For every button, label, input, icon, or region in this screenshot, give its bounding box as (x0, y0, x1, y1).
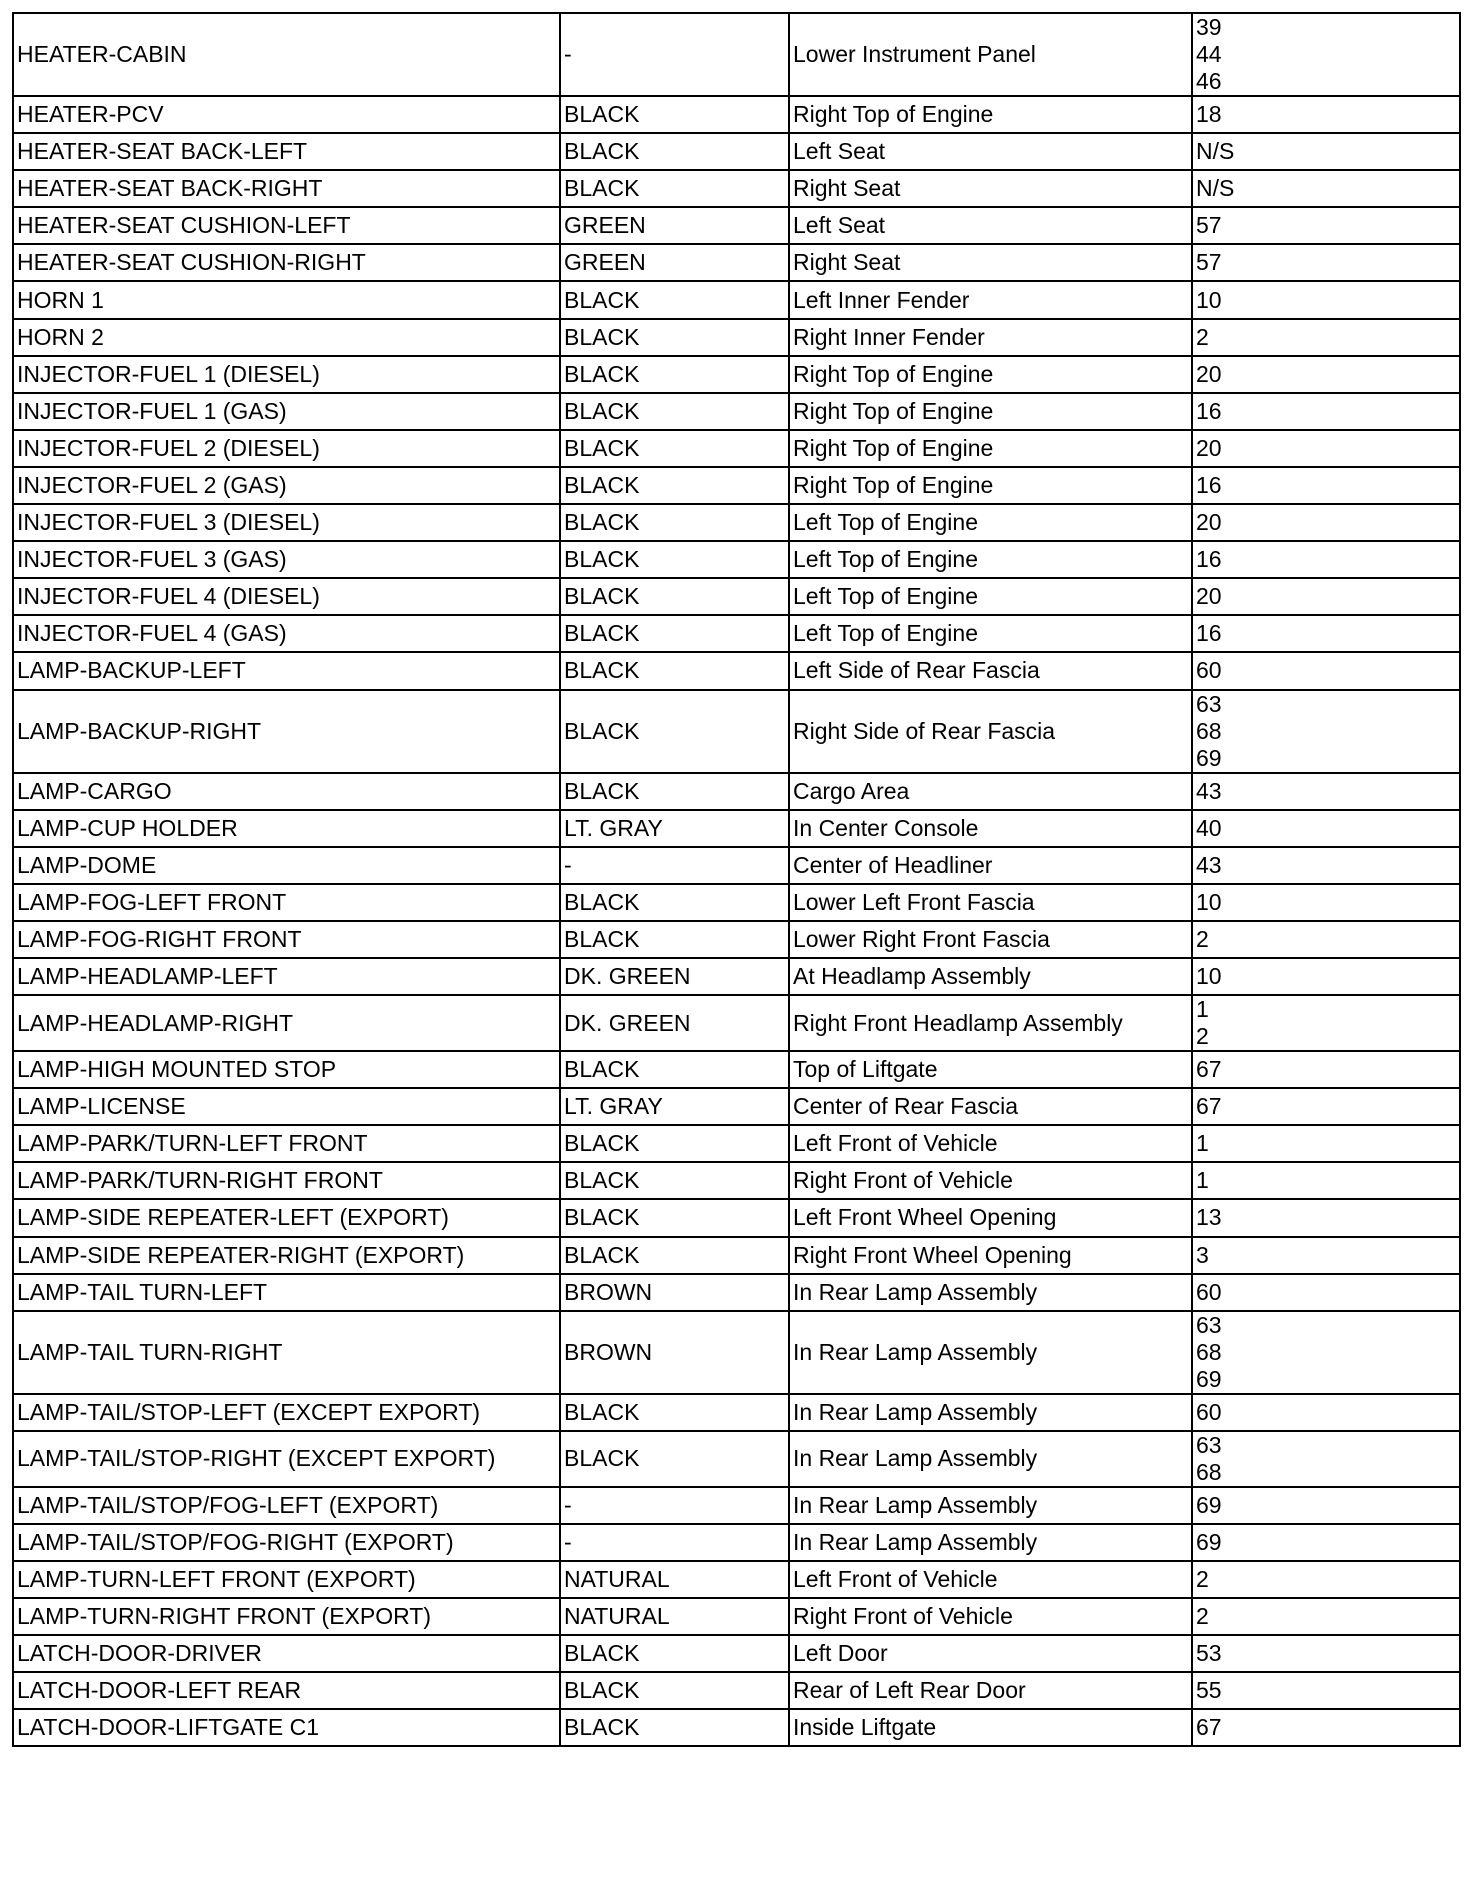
location-cell: Right Front of Vehicle (789, 1598, 1192, 1635)
connector-color-cell: BLACK (560, 652, 789, 689)
component-cell: LAMP-FOG-LEFT FRONT (13, 884, 560, 921)
figure-number-cell (1192, 281, 1460, 318)
component-cell: LAMP-FOG-RIGHT FRONT (13, 921, 560, 958)
connector-color-cell: BLACK (560, 1199, 789, 1236)
figure-number-cell (1192, 467, 1460, 504)
figure-number: 40 (1196, 814, 1222, 841)
component-cell: INJECTOR-FUEL 2 (GAS) (13, 467, 560, 504)
connector-color-cell: BLACK (560, 1709, 789, 1746)
component-cell: LAMP-TURN-RIGHT FRONT (EXPORT) (13, 1598, 560, 1635)
component-cell: LAMP-SIDE REPEATER-LEFT (EXPORT) (13, 1199, 560, 1236)
location-cell: Left Front of Vehicle (789, 1561, 1192, 1598)
connector-color-cell: BLACK (560, 133, 789, 170)
figure-number-cell (1192, 541, 1460, 578)
table-row (13, 244, 1460, 281)
figure-number-cell (1192, 690, 1460, 773)
location-cell: Right Side of Rear Fascia (789, 690, 1192, 773)
location-cell: Lower Right Front Fascia (789, 921, 1192, 958)
component-cell: INJECTOR-FUEL 4 (DIESEL) (13, 578, 560, 615)
figure-number: 60 (1196, 1398, 1222, 1425)
connector-color-cell: GREEN (560, 244, 789, 281)
figure-number: 20 (1196, 583, 1222, 610)
figure-number-cell (1192, 393, 1460, 430)
figure-number-cell (1192, 356, 1460, 393)
table-row (13, 281, 1460, 318)
location-cell: Cargo Area (789, 773, 1192, 810)
table-row (13, 504, 1460, 541)
table-row (13, 13, 1460, 96)
component-cell: LAMP-CARGO (13, 773, 560, 810)
location-cell: Inside Liftgate (789, 1709, 1192, 1746)
table-row (13, 1561, 1460, 1598)
figure-number-cell (1192, 1431, 1460, 1487)
component-cell: LAMP-TAIL TURN-RIGHT (13, 1311, 560, 1394)
table-row (13, 690, 1460, 773)
figure-number-cell (1192, 1487, 1460, 1524)
component-cell: LATCH-DOOR-LIFTGATE C1 (13, 1709, 560, 1746)
location-cell: Right Top of Engine (789, 467, 1192, 504)
figure-number: 63 (1196, 690, 1222, 717)
component-cell: LAMP-CUP HOLDER (13, 810, 560, 847)
connector-color-cell: DK. GREEN (560, 958, 789, 995)
figure-number-cell (1192, 773, 1460, 810)
location-cell: Left Top of Engine (789, 615, 1192, 652)
figure-number: 2 (1196, 1603, 1209, 1630)
connector-color-cell: BROWN (560, 1311, 789, 1394)
figure-number: 16 (1196, 620, 1222, 647)
figure-number: 10 (1196, 286, 1222, 313)
figure-number-cell (1192, 96, 1460, 133)
location-cell: Left Top of Engine (789, 504, 1192, 541)
component-cell: LAMP-LICENSE (13, 1088, 560, 1125)
location-cell: Left Door (789, 1635, 1192, 1672)
figure-number-cell (1192, 652, 1460, 689)
connector-color-cell: - (560, 847, 789, 884)
figure-number-cell (1192, 244, 1460, 281)
component-cell: LAMP-TAIL/STOP/FOG-LEFT (EXPORT) (13, 1487, 560, 1524)
figure-number-cell (1192, 1274, 1460, 1311)
connector-color-cell: BLACK (560, 690, 789, 773)
component-cell: LAMP-SIDE REPEATER-RIGHT (EXPORT) (13, 1237, 560, 1274)
figure-number: 57 (1196, 249, 1222, 276)
figure-number-cell (1192, 1125, 1460, 1162)
table-row (13, 393, 1460, 430)
figure-number: 63 (1196, 1311, 1222, 1338)
component-cell: INJECTOR-FUEL 2 (DIESEL) (13, 430, 560, 467)
location-cell: Center of Rear Fascia (789, 1088, 1192, 1125)
figure-number: 10 (1196, 963, 1222, 990)
location-cell: Left Inner Fender (789, 281, 1192, 318)
table-row (13, 1274, 1460, 1311)
component-cell: HEATER-CABIN (13, 13, 560, 96)
table-row (13, 921, 1460, 958)
location-cell: In Rear Lamp Assembly (789, 1431, 1192, 1487)
figure-number-cell (1192, 133, 1460, 170)
figure-number: 53 (1196, 1640, 1222, 1667)
figure-number: N/S (1196, 138, 1235, 165)
table-row (13, 773, 1460, 810)
location-cell: Right Top of Engine (789, 393, 1192, 430)
connector-color-cell: BLACK (560, 884, 789, 921)
figure-number-cell (1192, 13, 1460, 96)
location-cell: Left Front of Vehicle (789, 1125, 1192, 1162)
table-row (13, 541, 1460, 578)
location-cell: Right Front Wheel Opening (789, 1237, 1192, 1274)
component-cell: HORN 2 (13, 319, 560, 356)
component-cell: HORN 1 (13, 281, 560, 318)
figure-number-cell (1192, 921, 1460, 958)
figure-number: 69 (1196, 1491, 1222, 1518)
connector-color-cell: DK. GREEN (560, 995, 789, 1051)
location-cell: Right Inner Fender (789, 319, 1192, 356)
location-cell: In Rear Lamp Assembly (789, 1311, 1192, 1394)
connector-color-cell: NATURAL (560, 1598, 789, 1635)
location-cell: In Rear Lamp Assembly (789, 1524, 1192, 1561)
figure-number: 1 (1196, 1130, 1209, 1157)
location-cell: Rear of Left Rear Door (789, 1672, 1192, 1709)
table-row (13, 133, 1460, 170)
connector-color-cell: BLACK (560, 467, 789, 504)
component-cell: LAMP-TAIL/STOP-LEFT (EXCEPT EXPORT) (13, 1394, 560, 1431)
figure-number: 16 (1196, 397, 1222, 424)
component-cell: INJECTOR-FUEL 1 (GAS) (13, 393, 560, 430)
location-cell: In Center Console (789, 810, 1192, 847)
component-cell: LAMP-PARK/TURN-RIGHT FRONT (13, 1162, 560, 1199)
location-cell: Left Side of Rear Fascia (789, 652, 1192, 689)
connector-color-cell: BLACK (560, 1162, 789, 1199)
figure-number: 2 (1196, 925, 1209, 952)
figure-number: 10 (1196, 888, 1222, 915)
figure-number-cell (1192, 1088, 1460, 1125)
connector-color-cell: BLACK (560, 96, 789, 133)
table-row (13, 847, 1460, 884)
figure-number: 68 (1196, 1458, 1222, 1485)
component-cell: HEATER-SEAT BACK-RIGHT (13, 170, 560, 207)
figure-number: 69 (1196, 1528, 1222, 1555)
location-cell: Right Top of Engine (789, 356, 1192, 393)
figure-number: 69 (1196, 1365, 1222, 1392)
component-cell: LAMP-DOME (13, 847, 560, 884)
connector-color-cell: BROWN (560, 1274, 789, 1311)
figure-number: 63 (1196, 1431, 1222, 1458)
table-row (13, 884, 1460, 921)
connector-color-cell: BLACK (560, 773, 789, 810)
table-row (13, 810, 1460, 847)
component-cell: LAMP-HEADLAMP-RIGHT (13, 995, 560, 1051)
connector-color-cell: BLACK (560, 504, 789, 541)
location-cell: In Rear Lamp Assembly (789, 1487, 1192, 1524)
connector-color-cell: BLACK (560, 356, 789, 393)
connector-color-cell: GREEN (560, 207, 789, 244)
figure-number: 69 (1196, 744, 1222, 771)
location-cell: Right Top of Engine (789, 430, 1192, 467)
figure-number-cell (1192, 958, 1460, 995)
table-row (13, 1088, 1460, 1125)
figure-number-cell (1192, 1524, 1460, 1561)
connector-location-table (12, 12, 1461, 1747)
location-cell: Right Front Headlamp Assembly (789, 995, 1192, 1051)
component-cell: LAMP-BACKUP-RIGHT (13, 690, 560, 773)
figure-number: 60 (1196, 657, 1222, 684)
connector-color-cell: BLACK (560, 1672, 789, 1709)
table-row (13, 1051, 1460, 1088)
connector-color-cell: BLACK (560, 1125, 789, 1162)
table-body (13, 13, 1460, 1746)
location-cell: Right Seat (789, 170, 1192, 207)
component-cell: LAMP-TAIL TURN-LEFT (13, 1274, 560, 1311)
figure-number: 18 (1196, 101, 1222, 128)
location-cell: Right Front of Vehicle (789, 1162, 1192, 1199)
connector-color-cell: BLACK (560, 393, 789, 430)
location-cell: Left Top of Engine (789, 578, 1192, 615)
location-cell: Left Top of Engine (789, 541, 1192, 578)
location-cell: At Headlamp Assembly (789, 958, 1192, 995)
figure-number: 16 (1196, 471, 1222, 498)
component-cell: LAMP-TAIL/STOP/FOG-RIGHT (EXPORT) (13, 1524, 560, 1561)
figure-number: 1 (1196, 1167, 1209, 1194)
figure-number-cell (1192, 207, 1460, 244)
component-cell: INJECTOR-FUEL 3 (GAS) (13, 541, 560, 578)
figure-number-cell (1192, 170, 1460, 207)
table-row (13, 1394, 1460, 1431)
location-cell: Lower Instrument Panel (789, 13, 1192, 96)
figure-number-cell (1192, 615, 1460, 652)
location-cell: Left Seat (789, 207, 1192, 244)
table-row (13, 467, 1460, 504)
figure-number-cell (1192, 1598, 1460, 1635)
location-cell: Left Seat (789, 133, 1192, 170)
location-cell: Center of Headliner (789, 847, 1192, 884)
connector-color-cell: BLACK (560, 170, 789, 207)
figure-number: 68 (1196, 1338, 1222, 1365)
connector-color-cell: NATURAL (560, 1561, 789, 1598)
figure-number: 39 (1196, 14, 1222, 40)
component-cell: LATCH-DOOR-LEFT REAR (13, 1672, 560, 1709)
figure-number-cell (1192, 1237, 1460, 1274)
component-cell: INJECTOR-FUEL 3 (DIESEL) (13, 504, 560, 541)
figure-number-cell (1192, 1311, 1460, 1394)
figure-number: 46 (1196, 68, 1222, 94)
figure-number-cell (1192, 578, 1460, 615)
figure-number: 20 (1196, 434, 1222, 461)
connector-color-cell: BLACK (560, 1051, 789, 1088)
component-cell: LAMP-HEADLAMP-LEFT (13, 958, 560, 995)
table-row (13, 319, 1460, 356)
table-row (13, 1487, 1460, 1524)
table-row (13, 958, 1460, 995)
location-cell: Left Front Wheel Opening (789, 1199, 1192, 1236)
figure-number: 57 (1196, 212, 1222, 239)
table-row (13, 1162, 1460, 1199)
figure-number: 43 (1196, 777, 1222, 804)
figure-number: 2 (1196, 1023, 1209, 1050)
connector-color-cell: BLACK (560, 1394, 789, 1431)
connector-color-cell: LT. GRAY (560, 1088, 789, 1125)
connector-color-cell: BLACK (560, 430, 789, 467)
connector-color-cell: - (560, 13, 789, 96)
table-row (13, 1431, 1460, 1487)
figure-number: 60 (1196, 1278, 1222, 1305)
figure-number: 68 (1196, 717, 1222, 744)
location-cell: Right Seat (789, 244, 1192, 281)
figure-number-cell (1192, 1709, 1460, 1746)
table-row (13, 578, 1460, 615)
figure-number: 2 (1196, 1566, 1209, 1593)
component-cell: LAMP-HIGH MOUNTED STOP (13, 1051, 560, 1088)
figure-number-cell (1192, 1199, 1460, 1236)
figure-number-cell (1192, 1672, 1460, 1709)
table-row (13, 1709, 1460, 1746)
connector-color-cell: LT. GRAY (560, 810, 789, 847)
table-row (13, 430, 1460, 467)
table-row (13, 96, 1460, 133)
figure-number: 55 (1196, 1677, 1222, 1704)
figure-number: 2 (1196, 323, 1209, 350)
figure-number-cell (1192, 1162, 1460, 1199)
table-row (13, 1635, 1460, 1672)
connector-color-cell: BLACK (560, 281, 789, 318)
connector-color-cell: BLACK (560, 319, 789, 356)
figure-number: N/S (1196, 175, 1235, 202)
connector-color-cell: - (560, 1524, 789, 1561)
component-cell: LAMP-TURN-LEFT FRONT (EXPORT) (13, 1561, 560, 1598)
table-row (13, 615, 1460, 652)
component-cell: LAMP-BACKUP-LEFT (13, 652, 560, 689)
table-row (13, 356, 1460, 393)
connector-color-cell: BLACK (560, 1431, 789, 1487)
figure-number: 67 (1196, 1093, 1222, 1120)
table-row (13, 1524, 1460, 1561)
table-row (13, 1125, 1460, 1162)
component-cell: HEATER-PCV (13, 96, 560, 133)
figure-number-cell (1192, 847, 1460, 884)
connector-color-cell: - (560, 1487, 789, 1524)
figure-number: 13 (1196, 1204, 1222, 1231)
table-row (13, 1237, 1460, 1274)
figure-number-cell (1192, 430, 1460, 467)
component-cell: LAMP-PARK/TURN-LEFT FRONT (13, 1125, 560, 1162)
figure-number-cell (1192, 504, 1460, 541)
figure-number-cell (1192, 884, 1460, 921)
table-row (13, 1199, 1460, 1236)
location-cell: Right Top of Engine (789, 96, 1192, 133)
component-cell: HEATER-SEAT CUSHION-RIGHT (13, 244, 560, 281)
figure-number-cell (1192, 319, 1460, 356)
component-cell: HEATER-SEAT CUSHION-LEFT (13, 207, 560, 244)
figure-number: 67 (1196, 1056, 1222, 1083)
connector-color-cell: BLACK (560, 1237, 789, 1274)
figure-number-cell (1192, 1635, 1460, 1672)
table-row (13, 1598, 1460, 1635)
component-cell: INJECTOR-FUEL 1 (DIESEL) (13, 356, 560, 393)
component-cell: HEATER-SEAT BACK-LEFT (13, 133, 560, 170)
table-row (13, 1311, 1460, 1394)
location-cell: In Rear Lamp Assembly (789, 1394, 1192, 1431)
table-row (13, 995, 1460, 1051)
figure-number: 43 (1196, 851, 1222, 878)
figure-number: 1 (1196, 996, 1209, 1023)
figure-number: 67 (1196, 1714, 1222, 1741)
component-cell: INJECTOR-FUEL 4 (GAS) (13, 615, 560, 652)
table-row (13, 207, 1460, 244)
connector-color-cell: BLACK (560, 615, 789, 652)
location-cell: Top of Liftgate (789, 1051, 1192, 1088)
figure-number-cell (1192, 1394, 1460, 1431)
figure-number: 16 (1196, 546, 1222, 573)
figure-number: 20 (1196, 509, 1222, 536)
location-cell: In Rear Lamp Assembly (789, 1274, 1192, 1311)
figure-number-cell (1192, 995, 1460, 1051)
table-row (13, 1672, 1460, 1709)
connector-color-cell: BLACK (560, 921, 789, 958)
component-cell: LATCH-DOOR-DRIVER (13, 1635, 560, 1672)
component-cell: LAMP-TAIL/STOP-RIGHT (EXCEPT EXPORT) (13, 1431, 560, 1487)
figure-number: 44 (1196, 41, 1222, 67)
table-row (13, 652, 1460, 689)
figure-number-cell (1192, 1561, 1460, 1598)
connector-color-cell: BLACK (560, 541, 789, 578)
table-row (13, 170, 1460, 207)
figure-number: 3 (1196, 1241, 1209, 1268)
connector-color-cell: BLACK (560, 1635, 789, 1672)
figure-number: 20 (1196, 360, 1222, 387)
location-cell: Lower Left Front Fascia (789, 884, 1192, 921)
figure-number-cell (1192, 1051, 1460, 1088)
connector-color-cell: BLACK (560, 578, 789, 615)
figure-number-cell (1192, 810, 1460, 847)
